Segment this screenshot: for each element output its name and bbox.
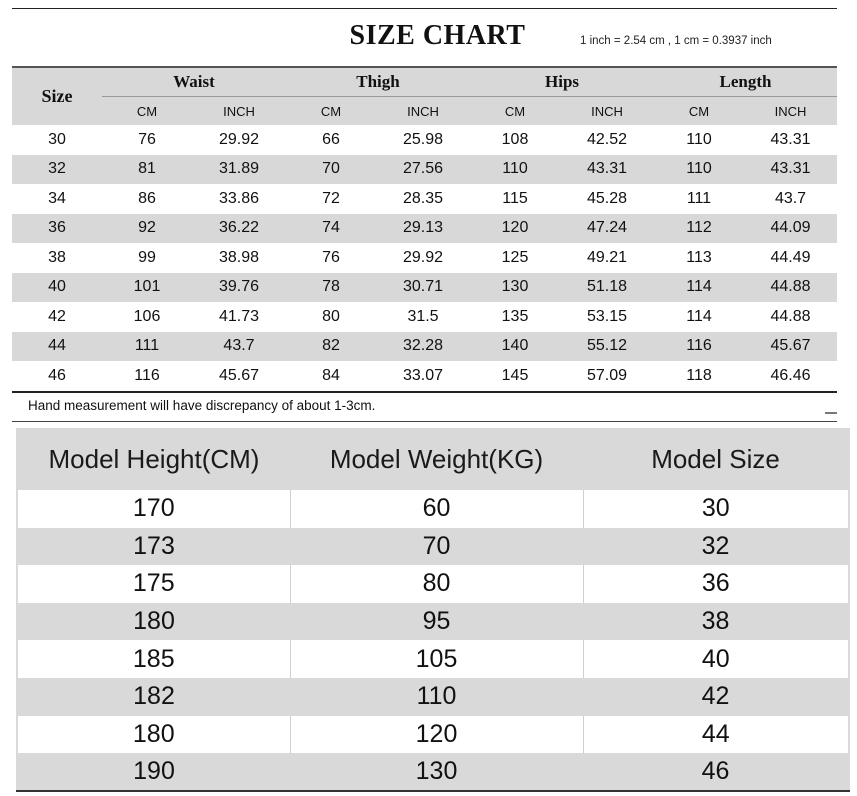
size-chart-cell-size: 40 — [48, 278, 66, 296]
model-cell-size: 40 — [583, 640, 848, 678]
model-table-row — [18, 753, 848, 791]
model-cell-weight: 95 — [290, 603, 583, 641]
size-chart-cell-size: 38 — [48, 248, 66, 266]
model-cell-weight: 130 — [290, 753, 583, 791]
size-chart-cell-size: 30 — [48, 130, 66, 148]
unit-header: INCH — [376, 97, 470, 126]
size-chart-cell-length-cm: 113 — [686, 248, 712, 266]
size-chart-cell-waist-inch: 38.98 — [218, 248, 260, 266]
size-chart-cell-waist-inch: 43.7 — [223, 337, 255, 355]
size-chart-cell-hips-inch: 42.52 — [586, 130, 628, 148]
unit-header: CM — [102, 97, 192, 126]
size-chart-cell-waist-cm: 116 — [134, 366, 160, 384]
size-chart-cell-length-cm: 114 — [686, 278, 712, 296]
size-chart-cell-hips-cm: 145 — [501, 366, 529, 384]
unit-header: CM — [654, 97, 744, 126]
length-group-header: Length — [719, 72, 772, 91]
model-table-header-row — [18, 428, 848, 490]
size-chart-cell-hips-inch: 53.15 — [586, 307, 628, 325]
size-chart-cell-thigh-cm: 80 — [322, 307, 340, 325]
size-chart-table — [12, 66, 837, 393]
size-chart-cell-length-inch: 43.31 — [770, 160, 811, 178]
size-chart-cell-thigh-inch: 28.35 — [402, 189, 444, 207]
size-chart-cell-length-cm: 111 — [686, 189, 712, 207]
model-table-row — [18, 716, 848, 754]
size-chart-cell-length-inch: 44.88 — [770, 307, 811, 325]
size-chart-cell-waist-inch: 36.22 — [218, 219, 260, 237]
size-chart-cell-length-inch: 46.46 — [770, 366, 811, 384]
model-size-header: Model Size — [583, 428, 848, 490]
model-cell-weight: 110 — [290, 678, 583, 716]
size-chart-row — [12, 302, 837, 332]
size-chart-cell-waist-cm: 81 — [138, 160, 156, 178]
model-table-row — [18, 640, 848, 678]
size-chart-cell-waist-cm: 111 — [134, 337, 160, 355]
size-chart-cell-hips-cm: 108 — [501, 130, 529, 148]
size-chart-cell-hips-cm: 130 — [501, 278, 529, 296]
size-column-header: Size — [41, 86, 73, 106]
size-chart-cell-waist-cm: 99 — [138, 248, 156, 266]
top-rule — [12, 8, 837, 9]
unit-conversion-note: 1 inch = 2.54 cm , 1 cm = 0.3937 inch — [580, 35, 772, 47]
size-chart-row — [12, 125, 837, 155]
waist-group-header: Waist — [173, 72, 215, 91]
decorative-dash — [825, 412, 837, 414]
model-cell-height: 182 — [18, 678, 290, 716]
size-chart-cell-hips-inch: 51.18 — [586, 278, 628, 296]
size-chart-row — [12, 243, 837, 273]
size-chart-row — [12, 214, 837, 244]
model-cell-height: 173 — [18, 528, 290, 566]
model-cell-weight: 80 — [290, 565, 583, 603]
size-chart-cell-thigh-inch: 29.13 — [402, 219, 444, 237]
size-chart-cell-thigh-cm: 78 — [322, 278, 340, 296]
size-chart-cell-waist-inch: 41.73 — [218, 307, 260, 325]
model-cell-size: 32 — [583, 528, 848, 566]
size-chart-cell-length-inch: 43.7 — [774, 189, 807, 207]
size-chart-cell-waist-inch: 33.86 — [218, 189, 260, 207]
model-cell-weight: 120 — [290, 716, 583, 754]
size-chart-cell-hips-cm: 115 — [502, 189, 528, 207]
size-chart-cell-size: 34 — [48, 189, 66, 207]
model-cell-weight: 70 — [290, 528, 583, 566]
size-chart-cell-size: 32 — [48, 160, 66, 178]
size-chart-cell-size: 46 — [48, 366, 66, 384]
size-chart-cell-thigh-inch: 27.56 — [402, 160, 444, 178]
size-chart-cell-hips-inch: 43.31 — [586, 160, 628, 178]
size-chart-cell-hips-cm: 120 — [501, 219, 529, 237]
thigh-group-header: Thigh — [356, 72, 400, 91]
model-table-row — [18, 565, 848, 603]
size-chart-cell-size: 36 — [48, 219, 66, 237]
size-chart-cell-size: 42 — [48, 307, 66, 325]
size-chart-row — [12, 361, 837, 392]
size-chart-cell-length-inch: 44.88 — [770, 278, 811, 296]
model-cell-size: 46 — [583, 753, 848, 791]
size-chart-cell-thigh-inch: 33.07 — [402, 366, 444, 384]
size-chart-cell-hips-inch: 55.12 — [586, 337, 628, 355]
size-chart-cell-length-inch: 44.09 — [770, 219, 811, 237]
size-chart-cell-thigh-cm: 70 — [322, 160, 340, 178]
size-chart-cell-thigh-inch: 30.71 — [402, 278, 444, 296]
size-chart-cell-length-cm: 110 — [686, 130, 712, 148]
model-cell-weight: 60 — [290, 490, 583, 528]
unit-header: INCH — [192, 97, 286, 126]
model-cell-size: 44 — [583, 716, 848, 754]
size-chart-cell-hips-inch: 47.24 — [586, 219, 628, 237]
model-height-header: Model Height(CM) — [18, 428, 290, 490]
bottom-rule — [16, 790, 850, 792]
unit-header: CM — [286, 97, 376, 126]
unit-header: CM — [470, 97, 560, 126]
unit-header: INCH — [560, 97, 654, 126]
model-table-row — [18, 528, 848, 566]
size-chart-cell-thigh-cm: 76 — [322, 248, 340, 266]
size-chart-cell-waist-cm: 101 — [133, 278, 161, 296]
model-cell-height: 175 — [18, 565, 290, 603]
size-chart-cell-waist-inch: 29.92 — [218, 130, 260, 148]
size-chart-cell-thigh-cm: 82 — [322, 337, 340, 355]
model-cell-height: 190 — [18, 753, 290, 791]
model-cell-size: 38 — [583, 603, 848, 641]
size-chart-cell-length-inch: 45.67 — [770, 337, 811, 355]
model-cell-height: 180 — [18, 716, 290, 754]
model-cell-size: 30 — [583, 490, 848, 528]
size-chart-cell-length-cm: 118 — [686, 366, 712, 384]
model-weight-header: Model Weight(KG) — [290, 428, 583, 490]
size-chart-cell-thigh-cm: 66 — [322, 130, 340, 148]
model-cell-height: 185 — [18, 640, 290, 678]
size-chart-row — [12, 273, 837, 303]
size-chart-row — [12, 184, 837, 214]
size-chart-cell-thigh-inch: 29.92 — [402, 248, 444, 266]
size-chart-cell-thigh-inch: 31.5 — [407, 307, 439, 325]
size-chart-cell-waist-inch: 39.76 — [218, 278, 260, 296]
size-chart-cell-hips-cm: 135 — [501, 307, 529, 325]
size-chart-cell-length-cm: 110 — [686, 160, 712, 178]
size-chart-cell-length-cm: 112 — [686, 219, 712, 237]
size-chart-group-header-row — [12, 67, 837, 97]
size-chart-cell-hips-cm: 125 — [501, 248, 529, 266]
size-chart-cell-thigh-inch: 32.28 — [402, 337, 444, 355]
model-cell-size: 36 — [583, 565, 848, 603]
size-chart-cell-waist-inch: 31.89 — [218, 160, 260, 178]
model-size-table — [18, 428, 848, 791]
model-cell-height: 170 — [18, 490, 290, 528]
measurement-note: Hand measurement will have discrepancy of about 1-3cm. — [28, 398, 376, 413]
size-chart-cell-waist-cm: 92 — [138, 219, 156, 237]
size-chart-cell-waist-cm: 76 — [138, 130, 156, 148]
size-chart-cell-hips-cm: 110 — [502, 160, 528, 178]
size-chart-cell-thigh-cm: 84 — [322, 366, 340, 384]
hips-group-header: Hips — [545, 72, 580, 91]
size-chart-cell-thigh-inch: 25.98 — [402, 130, 444, 148]
size-chart-cell-hips-cm: 140 — [501, 337, 529, 355]
size-chart-cell-hips-inch: 49.21 — [586, 248, 628, 266]
size-chart-cell-length-inch: 43.31 — [770, 130, 811, 148]
model-cell-size: 42 — [583, 678, 848, 716]
model-cell-height: 180 — [18, 603, 290, 641]
size-chart-row — [12, 155, 837, 185]
page-title: SIZE CHART — [349, 20, 526, 51]
size-chart-cell-hips-inch: 45.28 — [586, 189, 628, 207]
section-divider — [12, 421, 837, 422]
size-chart-unit-header-row — [12, 97, 837, 126]
model-table-row — [18, 490, 848, 528]
size-chart-cell-length-inch: 44.49 — [770, 248, 811, 266]
size-chart-cell-waist-cm: 86 — [138, 189, 156, 207]
size-chart-cell-waist-cm: 106 — [133, 307, 161, 325]
size-chart-cell-length-cm: 114 — [686, 307, 712, 325]
unit-header: INCH — [744, 97, 837, 126]
size-chart-cell-size: 44 — [48, 337, 66, 355]
model-table-row — [18, 603, 848, 641]
size-chart-cell-length-cm: 116 — [686, 337, 712, 355]
model-cell-weight: 105 — [290, 640, 583, 678]
size-chart-cell-hips-inch: 57.09 — [586, 366, 628, 384]
size-chart-cell-thigh-cm: 72 — [322, 189, 340, 207]
size-chart-cell-thigh-cm: 74 — [322, 219, 340, 237]
size-chart-cell-waist-inch: 45.67 — [218, 366, 260, 384]
size-chart-row — [12, 332, 837, 362]
model-table-row — [18, 678, 848, 716]
